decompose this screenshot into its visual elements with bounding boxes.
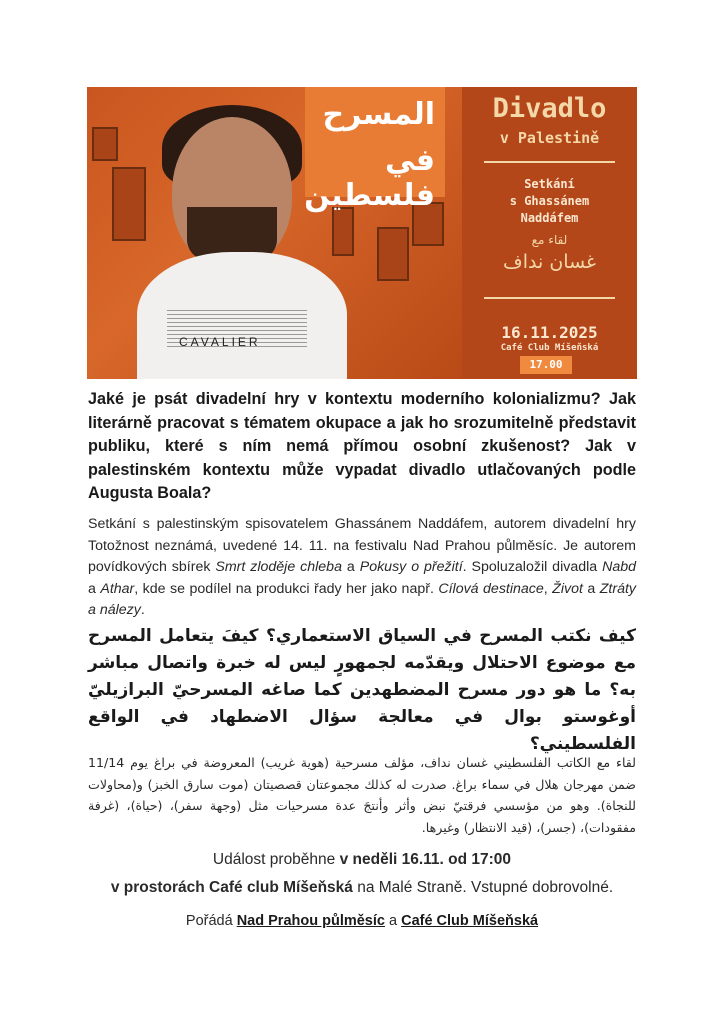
divider: [484, 297, 615, 299]
text: a: [384, 913, 402, 929]
organizer-link-nad-prahou[interactable]: Nad Prahou půlměsíc: [236, 913, 385, 929]
arabic-title-line1: المسرح: [322, 97, 435, 132]
banner-subtitle: v Palestině: [499, 129, 600, 147]
organizers: [60, 913, 664, 929]
event-where: [60, 879, 664, 897]
wall-picture: [92, 127, 118, 161]
organizer-link-cafe-club[interactable]: Café Club Míšeňská: [401, 913, 539, 929]
text: . Spoluzaložil divadla: [462, 559, 603, 575]
divider: [484, 161, 615, 163]
theatre-name: Nabd: [602, 559, 636, 575]
event-location: v prostorách Café club Míšeňská: [110, 879, 353, 896]
text: .: [140, 602, 145, 618]
arabic-title-box: [304, 87, 445, 213]
question-arabic: كيف نكتب المسرح في السياق الاستعماري؟ كيفَ يتعامل المسرح مع موضوع الاحتلال ويقدّمه لجمهورٍ ليس له خبرة واتصال مباشر به؟ ما هو دور مسرح المضطهدين كما صاغه المسرحيّ البرازيليّ أوغوستو بوال في معالجة سؤال الاضطهاد في الواقع الفلسطيني؟: [88, 626, 636, 754]
text: na Malé Straně. Vstupné dobrovolné.: [352, 879, 614, 896]
event-date: 16.11.2025: [501, 323, 598, 342]
meeting-line2: s Ghassánem: [509, 194, 590, 208]
event-venue: Café Club Míšeňská: [500, 343, 599, 353]
event-when: [60, 851, 664, 869]
text: a: [341, 559, 360, 575]
wall-picture: [112, 167, 146, 241]
play-title: Cílová destinace: [438, 580, 544, 597]
book-title: Pokusy o přežití: [359, 559, 463, 575]
text: Událost proběhne: [212, 851, 340, 868]
wall-picture: [332, 207, 354, 256]
shirt-text: CAVALIER: [179, 335, 261, 349]
text: Setkání s palestinským spisovatelem Ghassánem Naddáfem, autorem divadelní hry Totožnost neznámá, uvedené 14. 11. na festivalu Nad Prahou půlměsíc. Je autorem povídkových sbírek: [88, 516, 636, 575]
meeting-line1: Setkání: [524, 177, 575, 191]
question-czech: Jaké je psát divadelní hry v kontextu moderního kolonializmu? Jak literárně pracovat s tématem okupace a jak ho srozumitelně představit publiku, které s ním nemá přímou osobní zkušenost? Jak v palestinském kontextu může vypadat divadlo utlačovaných podle Augusta Boala?: [88, 390, 636, 502]
banner-title: Divadlo: [492, 93, 607, 124]
arabic-title-line2: في فلسطين: [304, 143, 435, 213]
description-czech: [88, 514, 636, 622]
event-banner: [87, 87, 637, 379]
text: a: [582, 580, 600, 597]
text: a: [88, 580, 101, 597]
info-panel: [462, 87, 637, 379]
event-time: 17.00: [520, 356, 572, 374]
theatre-name: Athar: [100, 580, 135, 597]
arabic-name: غسان نداف: [503, 251, 596, 273]
play-title: Ztráty a nálezy: [88, 580, 636, 618]
play-title: Život: [552, 580, 583, 597]
text: ,: [543, 580, 553, 597]
event-datetime: v neděli 16.11. od 17:00: [339, 851, 512, 868]
description-arabic: لقاء مع الكاتب الفلسطيني غسان نداف، مؤلف مسرحية (هوية غريب) المعروضة في براغ يوم 11/14 ضمن مهرجان هلال في سماء براغ. صدرت له كذلك مجموعتان قصصيتان (موت سارق الخبز) و(محاولات للنجاة). وهو من مؤسسي فرقتيّ نبض وأثر وأنتجَ عدة مسرحيات مثل (وجهة سفر)، (حياة)، (غرفة مفقودات)، (جسر)، (قيد الانتظار) وغيرها.: [88, 755, 636, 835]
wall-picture: [377, 227, 409, 281]
book-title: Smrt zloděje chleba: [215, 559, 342, 575]
arabic-meeting: لقاء مع: [531, 233, 568, 247]
text: Pořádá: [185, 913, 237, 929]
meeting-line3: Naddáfem: [520, 211, 579, 225]
text: , kde se podílel na produkci řady her jako např.: [134, 580, 439, 597]
